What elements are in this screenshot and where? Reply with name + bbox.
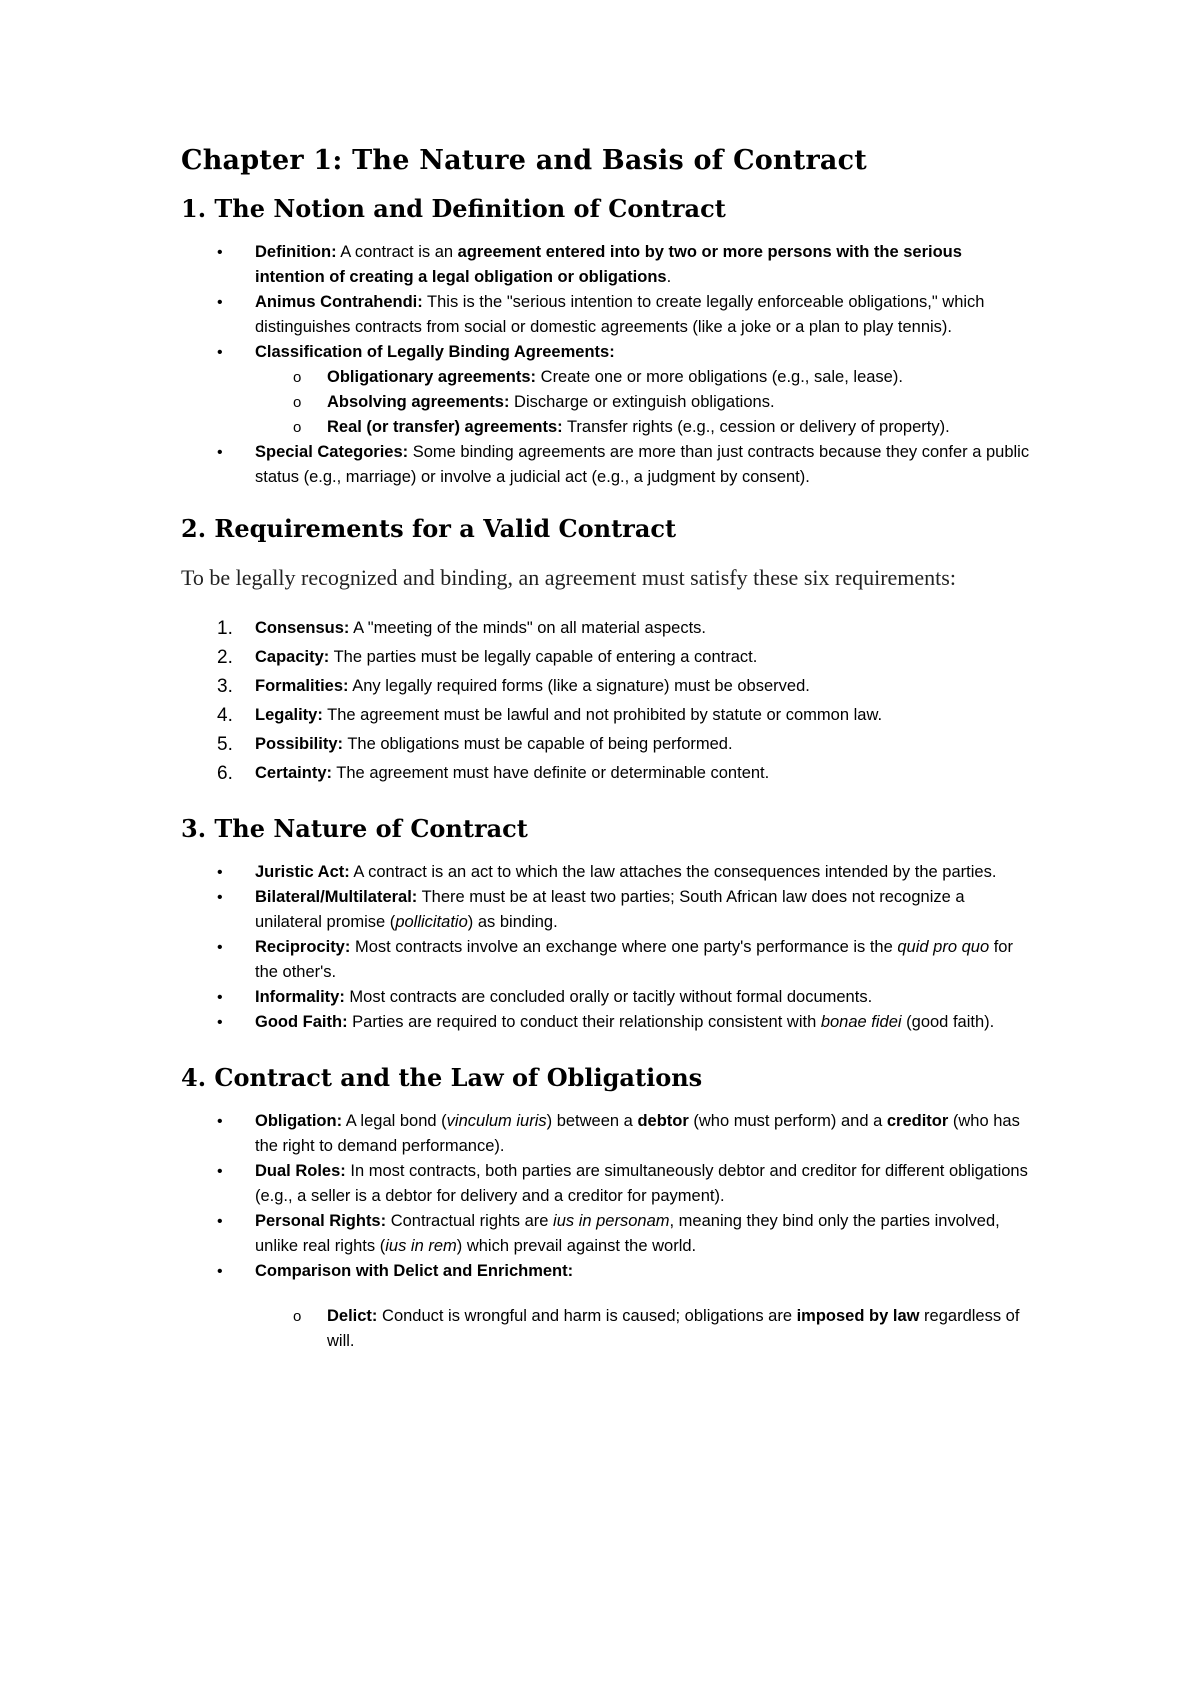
section-2-heading: 2. Requirements for a Valid Contract xyxy=(181,514,677,543)
list-item: • Animus Contrahendi: This is the "serious intention to create legally enforceable obligations," which distinguishes contracts from social or domestic agreements (like a joke or a plan to play tennis). xyxy=(181,290,1031,340)
list-item: • Obligation: A legal bond (vinculum iuris) between a debtor (who must perform) and a creditor (who has the right to demand performance). xyxy=(181,1109,1031,1159)
numbered-item: 2. Capacity: The parties must be legally capable of entering a contract. xyxy=(217,647,758,668)
list-item: • Juristic Act: A contract is an act to which the law attaches the consequences intended by the parties. xyxy=(181,860,1031,885)
numbered-item: 1. Consensus: A "meeting of the minds" on all material aspects. xyxy=(217,618,707,639)
numbered-item: 5. Possibility: The obligations must be capable of being performed. xyxy=(217,734,733,755)
page-title: Chapter 1: The Nature and Basis of Contract xyxy=(181,145,867,176)
section-4-list xyxy=(181,1109,1031,1354)
section-3-heading: 3. The Nature of Contract xyxy=(181,814,528,843)
requirements-list xyxy=(181,614,1031,788)
list-item: • Classification of Legally Binding Agreements: xyxy=(181,340,1031,365)
section-3-list xyxy=(181,860,1031,1035)
list-item: • Bilateral/Multilateral: There must be at least two parties; South African law does not recognize a unilateral promise (pollicitatio) as binding. xyxy=(181,885,1031,935)
list-item: • Good Faith: Parties are required to conduct their relationship consistent with bonae fidei (good faith). xyxy=(181,1010,1031,1035)
sub-list-item: o Real (or transfer) agreements: Transfer rights (e.g., cession or delivery of property). xyxy=(181,415,1031,440)
sub-list-item: o Delict: Conduct is wrongful and harm is caused; obligations are imposed by law regardless of will. xyxy=(181,1304,1031,1354)
section-2-intro: To be legally recognized and binding, an agreement must satisfy these six requirements: xyxy=(181,565,956,590)
section-1-heading: 1. The Notion and Definition of Contract xyxy=(181,194,726,223)
section-1-list xyxy=(181,240,1031,490)
section-4-heading: 4. Contract and the Law of Obligations xyxy=(181,1063,703,1092)
list-item: • Informality: Most contracts are concluded orally or tacitly without formal documents. xyxy=(181,985,1031,1010)
list-item: • Dual Roles: In most contracts, both parties are simultaneously debtor and creditor for different obligations (e.g., a seller is a debtor for delivery and a creditor for payment). xyxy=(181,1159,1031,1209)
list-item: • Special Categories: Some binding agreements are more than just contracts because they confer a public status (e.g., marriage) or involve a judicial act (e.g., a judgment by consent). xyxy=(181,440,1031,490)
numbered-item: 3. Formalities: Any legally required forms (like a signature) must be observed. xyxy=(217,676,810,697)
document-page xyxy=(181,136,1031,1354)
numbered-item: 6. Certainty: The agreement must have definite or determinable content. xyxy=(217,763,770,784)
list-item: • Comparison with Delict and Enrichment: xyxy=(181,1259,1031,1284)
list-item: • Personal Rights: Contractual rights are ius in personam, meaning they bind only the parties involved, unlike real rights (ius in rem) which prevail against the world. xyxy=(181,1209,1031,1259)
list-item: • Definition: A contract is an agreement entered into by two or more persons with the serious intention of creating a legal obligation or obligations. xyxy=(181,240,1031,290)
sub-list-item: o Obligationary agreements: Create one or more obligations (e.g., sale, lease). xyxy=(181,365,1031,390)
list-item: • Reciprocity: Most contracts involve an exchange where one party's performance is the quid pro quo for the other's. xyxy=(181,935,1031,985)
numbered-item: 4. Legality: The agreement must be lawful and not prohibited by statute or common law. xyxy=(217,705,883,726)
sub-list-item: o Absolving agreements: Discharge or extinguish obligations. xyxy=(181,390,1031,415)
